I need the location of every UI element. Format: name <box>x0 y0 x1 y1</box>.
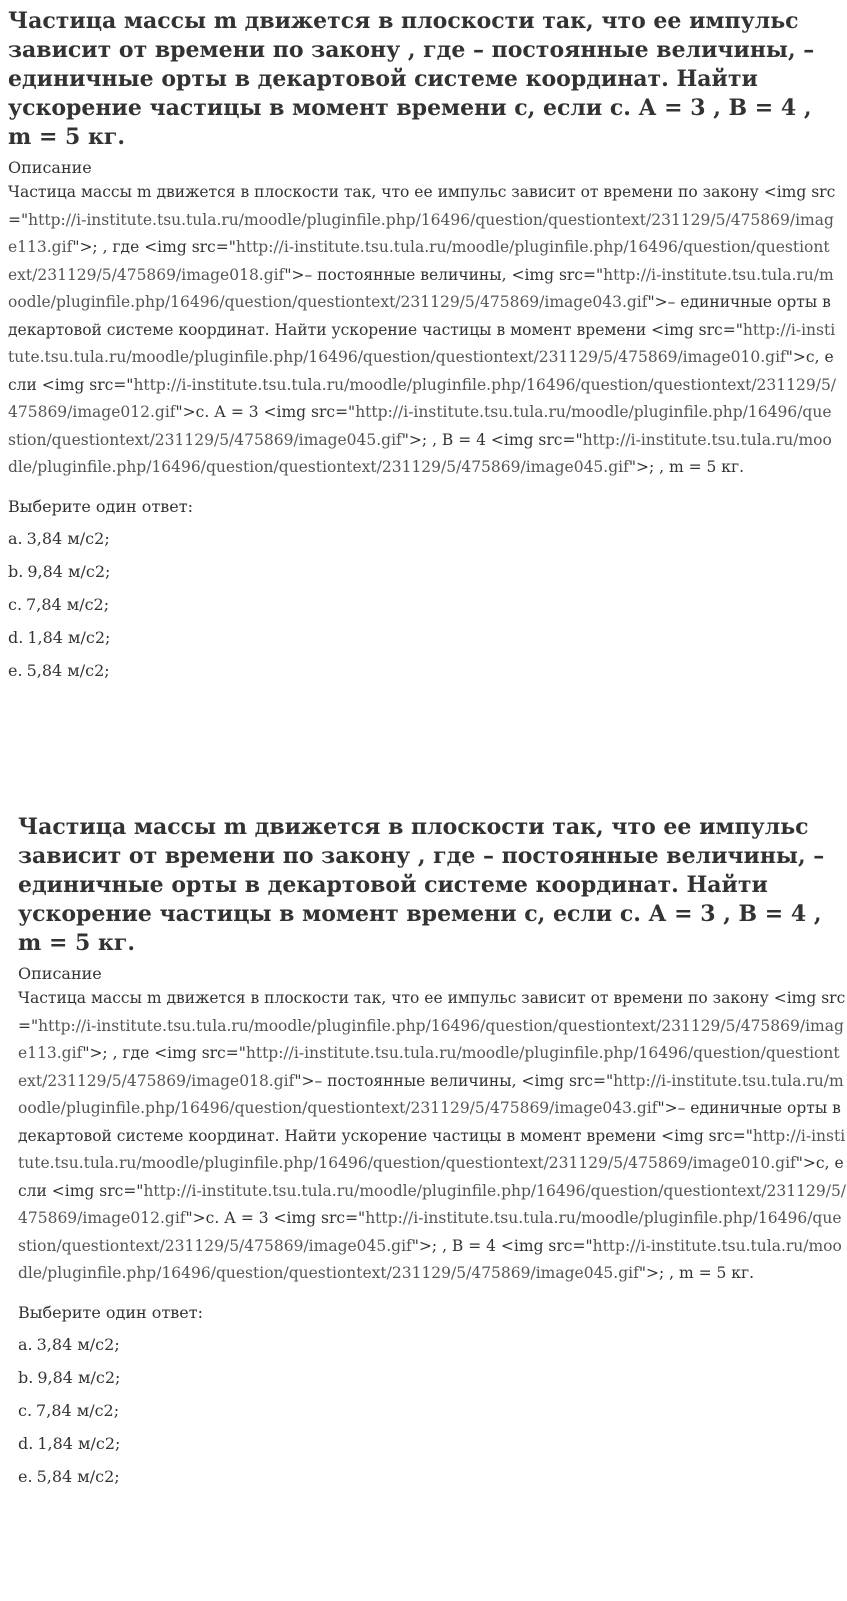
answer-letter: c. <box>18 1400 33 1420</box>
image-url: http://i-institute.tsu.tula.ru/moodle/pluginfile.php/16496/question/questiontext/231129/5/475869/image018.gif <box>18 1044 840 1090</box>
image-url: http://i-institute.tsu.tula.ru/moodle/pluginfile.php/16496/question/questiontext/231129/5/475869/image010.gif <box>8 320 836 366</box>
answer-option-e[interactable] <box>8 660 847 693</box>
description-segment: ">с. А = 3 <img src=" <box>185 1209 366 1227</box>
description-segment: ">– единичные орты в декартовой системе координат. Найти ускорение частицы в момент времени <img src=" <box>18 1099 841 1145</box>
description-label: Описание <box>18 964 102 983</box>
description-segment: ">; , m = 5 кг. <box>638 1264 755 1282</box>
answer-prompt: Выберите один ответ: <box>18 1302 204 1322</box>
answer-text: 1,84 м/с2; <box>37 1433 121 1453</box>
answer-option-c[interactable] <box>18 1400 847 1433</box>
description-segment: ">; , В = 4 <img src=" <box>401 430 583 449</box>
answer-letter: b. <box>8 561 24 581</box>
answer-text: 9,84 м/с2; <box>27 561 111 581</box>
answer-letter: a. <box>8 528 23 548</box>
answer-option-d[interactable] <box>8 627 847 660</box>
answer-text: 5,84 м/с2; <box>26 660 110 680</box>
image-url: http://i-institute.tsu.tula.ru/moodle/pluginfile.php/16496/question/questiontext/231129/5/475869/image045.gif <box>8 430 832 476</box>
image-url: http://i-institute.tsu.tula.ru/moodle/pluginfile.php/16496/question/questiontext/231129/5/475869/image010.gif <box>18 1126 846 1172</box>
question-block <box>0 806 847 1499</box>
description-segment: ">– постоянные величины, <img src=" <box>294 1071 614 1090</box>
image-url: http://i-institute.tsu.tula.ru/moodle/pluginfile.php/16496/question/questiontext/231129/5/475869/image043.gif <box>18 1071 844 1117</box>
answer-list <box>18 1334 847 1499</box>
description-segment: ">– единичные орты в декартовой системе координат. Найти ускорение частицы в момент времени <img src=" <box>8 293 831 339</box>
answer-prompt: Выберите один ответ: <box>8 496 194 516</box>
answer-letter: a. <box>18 1334 33 1354</box>
answer-text: 9,84 м/с2; <box>37 1367 121 1387</box>
answer-option-e[interactable] <box>18 1466 847 1499</box>
question-title: Частица массы m движется в плоскости так, что ее импульс зависит от времени по закону , где – постоянные величины, – единичные орты в декартовой системе координат. Найти ускорение частицы в момент времени с, если с. А = 3 , В = 4 , m = 5 кг. <box>8 8 815 150</box>
description-segment: ">– постоянные величины, <img src=" <box>284 265 604 284</box>
answer-text: 5,84 м/с2; <box>36 1466 120 1486</box>
image-url: http://i-institute.tsu.tula.ru/moodle/pluginfile.php/16496/question/questiontext/231129/5/475869/image045.gif <box>18 1209 842 1255</box>
image-url: http://i-institute.tsu.tula.ru/moodle/pluginfile.php/16496/question/questiontext/231129/5/475869/image012.gif <box>18 1181 847 1227</box>
answer-text: 3,84 м/с2; <box>26 528 110 548</box>
image-url: http://i-institute.tsu.tula.ru/moodle/pluginfile.php/16496/question/questiontext/231129/5/475869/image043.gif <box>8 265 834 311</box>
answer-letter: c. <box>8 594 23 614</box>
answer-option-b[interactable] <box>18 1367 847 1400</box>
description-label: Описание <box>8 158 92 177</box>
image-url: http://i-institute.tsu.tula.ru/moodle/pluginfile.php/16496/question/questiontext/231129/5/475869/image018.gif <box>8 238 830 284</box>
question-block <box>0 0 847 693</box>
description-segment: ">с, если <img src=" <box>18 1154 844 1200</box>
description-segment: ">; , m = 5 кг. <box>628 458 745 476</box>
description-text <box>8 179 838 482</box>
answer-option-b[interactable] <box>8 561 847 594</box>
description-segment: ">; , где <img src=" <box>72 238 236 256</box>
description-segment: ">с. А = 3 <img src=" <box>175 403 356 421</box>
answer-letter: e. <box>8 660 23 680</box>
answer-option-d[interactable] <box>18 1433 847 1466</box>
image-url: http://i-institute.tsu.tula.ru/moodle/pluginfile.php/16496/question/questiontext/231129/5/475869/image045.gif <box>8 403 832 449</box>
description-segment: Частица массы m движется в плоскости так, что ее импульс зависит от времени по закону <img src=" <box>8 183 836 229</box>
description-segment: ">; , где <img src=" <box>82 1044 246 1062</box>
description-segment: Частица массы m движется в плоскости так, что ее импульс зависит от времени по закону <img src=" <box>18 989 846 1035</box>
answer-list <box>8 528 847 693</box>
description-segment: ">с, если <img src=" <box>8 348 834 394</box>
answer-text: 7,84 м/с2; <box>36 1400 120 1420</box>
answer-letter: b. <box>18 1367 34 1387</box>
image-url: http://i-institute.tsu.tula.ru/moodle/pluginfile.php/16496/question/questiontext/231129/5/475869/image113.gif <box>8 210 834 256</box>
answer-letter: d. <box>18 1433 34 1453</box>
answer-option-c[interactable] <box>8 594 847 627</box>
question-title: Частица массы m движется в плоскости так, что ее импульс зависит от времени по закону , где – постоянные величины, – единичные орты в декартовой системе координат. Найти ускорение частицы в момент времени с, если с. А = 3 , В = 4 , m = 5 кг. <box>18 814 825 956</box>
answer-text: 7,84 м/с2; <box>26 594 110 614</box>
answer-text: 1,84 м/с2; <box>27 627 111 647</box>
description-text <box>18 985 847 1288</box>
answer-option-a[interactable] <box>8 528 847 561</box>
answer-option-a[interactable] <box>18 1334 847 1367</box>
image-url: http://i-institute.tsu.tula.ru/moodle/pluginfile.php/16496/question/questiontext/231129/5/475869/image045.gif <box>18 1236 842 1282</box>
image-url: http://i-institute.tsu.tula.ru/moodle/pluginfile.php/16496/question/questiontext/231129/5/475869/image012.gif <box>8 375 837 421</box>
image-url: http://i-institute.tsu.tula.ru/moodle/pluginfile.php/16496/question/questiontext/231129/5/475869/image113.gif <box>18 1016 844 1062</box>
answer-letter: e. <box>18 1466 33 1486</box>
answer-letter: d. <box>8 627 24 647</box>
description-segment: ">; , В = 4 <img src=" <box>411 1236 593 1255</box>
answer-text: 3,84 м/с2; <box>36 1334 120 1354</box>
